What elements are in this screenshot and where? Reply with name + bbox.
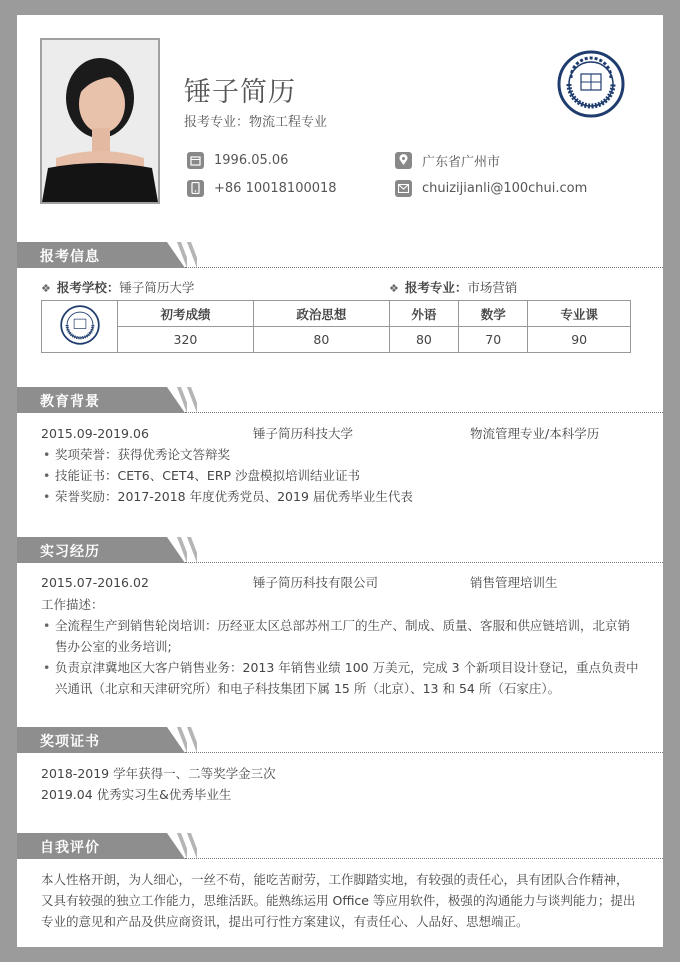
apply-school-label: 报考学校	[56, 280, 107, 295]
award-item: 2019.04 优秀实习生&优秀毕业生	[41, 787, 232, 802]
apply-major-label: 报考专业	[404, 280, 455, 295]
phone-row	[187, 178, 337, 198]
intern-company: 锤子简历科技有限公司	[253, 575, 379, 590]
score-value: 80	[389, 327, 458, 353]
intern-item: • 负责京津冀地区大客户销售业务：2013 年销售业绩 100 万美元，完成 3 个新项目设计登记，重点负责中兴通讯（北京和天津研究所）和电子科技集团下属 15 所（北京）、13 和 54 所（石家庄）。	[43, 657, 639, 699]
birth-date: 1996.05.06	[214, 152, 289, 168]
diamond-icon: ❖	[41, 282, 51, 295]
award-item: 2018-2019 学年获得一、二等奖学金三次	[41, 766, 276, 781]
self-eval-text: 本人性格开朗，为人细心，一丝不苟，能吃苦耐劳，工作脚踏实地，有较强的责任心，具有团队合作精神，又具有较强的独立工作能力，思维活跃。能熟练运用 Office 等应用软件，极强的沟通能力与谈判能力；提出专业的意见和产品及供应商资讯，提出可行性方案建议，有责任心、人品好、思想端正。	[41, 872, 636, 929]
apply-major: 市场营销	[467, 280, 518, 295]
intern-role: 销售管理培训生	[470, 575, 558, 590]
apply-school: 锤子简历大学	[119, 280, 195, 295]
edu-major: 物流管理专业/本科学历	[470, 426, 600, 441]
score-value: 90	[528, 327, 631, 353]
section-internship-header	[17, 535, 663, 565]
section-awards-title: 奖项证书	[40, 734, 100, 750]
edu-item: • 荣誉奖励：2017-2018 年度优秀党员、2019 届优秀毕业生代表	[43, 486, 639, 507]
profile-photo	[40, 38, 160, 204]
mail-icon	[395, 180, 412, 197]
email-row	[395, 178, 587, 198]
section-awards-header	[17, 725, 663, 755]
university-seal-small-logo	[60, 305, 100, 345]
intern-item: • 全流程生产到销售轮岗培训：历经亚太区总部苏州工厂的生产、制成、质量、客服和供应链培训，北京销售办公室的业务培训;	[43, 615, 639, 657]
edu-school: 锤子简历科技大学	[253, 426, 354, 441]
edu-item: • 奖项荣誉：获得优秀论文答辩奖	[43, 444, 639, 465]
section-education-title: 教育背景	[40, 394, 100, 410]
email-address: chuizijianli@100chui.com	[422, 180, 588, 196]
birth-date-row	[187, 150, 288, 170]
calendar-icon	[187, 152, 204, 169]
location: 广东省广州市	[422, 154, 501, 170]
phone-icon	[187, 180, 204, 197]
apply-major-row: ❖ 报考专业：市场营销	[389, 277, 517, 299]
score-header: 专业课	[528, 301, 631, 327]
section-apply-header	[17, 240, 663, 270]
applied-major: 报考专业：物流工程专业	[184, 115, 328, 130]
score-value: 320	[118, 327, 254, 353]
location-row	[395, 150, 500, 170]
candidate-name: 锤子简历	[184, 77, 296, 108]
score-table	[41, 300, 631, 353]
score-table-seal	[42, 301, 118, 353]
score-value: 80	[253, 327, 389, 353]
university-seal-logo	[557, 50, 625, 118]
apply-school-row: ❖ 报考学校：锤子简历大学	[41, 277, 194, 299]
score-header: 外语	[389, 301, 458, 327]
intern-date: 2015.07-2016.02	[41, 575, 149, 590]
diamond-icon: ❖	[389, 282, 399, 295]
score-header: 政治思想	[253, 301, 389, 327]
phone-number: +86 10018100018	[214, 180, 337, 196]
intern-desc-label: 工作描述：	[41, 597, 104, 612]
section-self-eval-title: 自我评价	[40, 840, 100, 856]
section-internship-title: 实习经历	[40, 544, 100, 560]
edu-date: 2015.09-2019.06	[41, 426, 149, 441]
section-apply-title: 报考信息	[40, 249, 100, 265]
edu-item: • 技能证书：CET6、CET4、ERP 沙盘模拟培训结业证书	[43, 465, 639, 486]
resume-page	[17, 15, 663, 947]
location-pin-icon	[395, 152, 412, 169]
score-header: 初考成绩	[118, 301, 254, 327]
score-header: 数学	[459, 301, 528, 327]
score-value: 70	[459, 327, 528, 353]
section-education-header	[17, 385, 663, 415]
section-self-eval-header	[17, 831, 663, 861]
